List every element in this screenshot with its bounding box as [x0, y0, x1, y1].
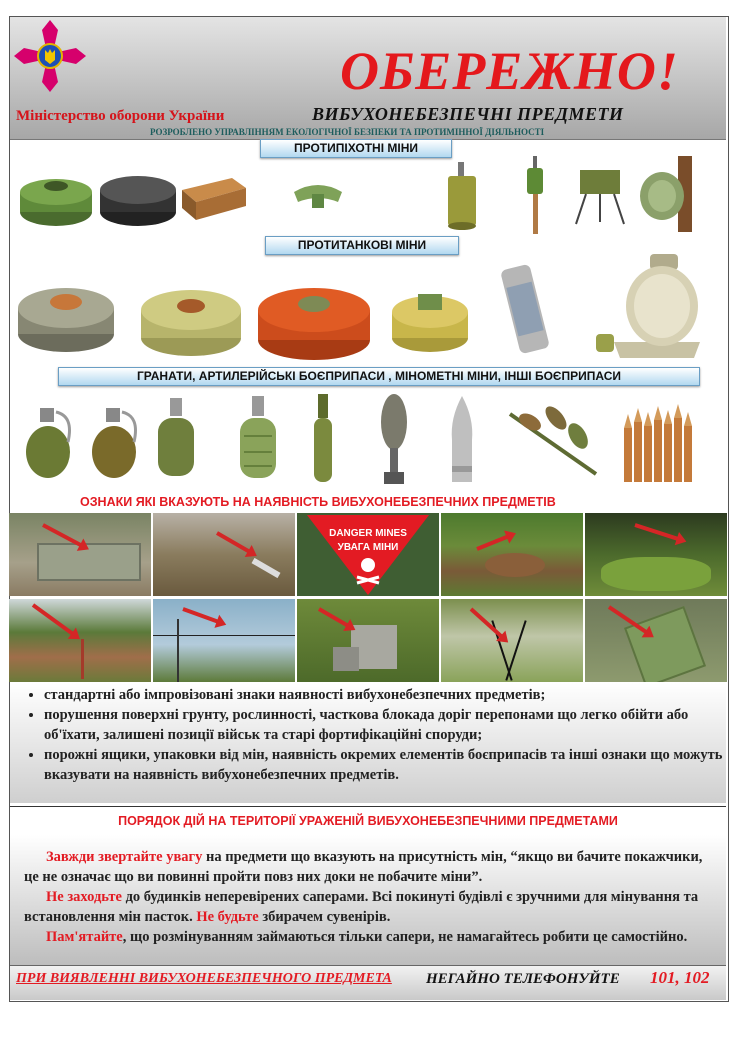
antipersonnel-mine-2: [96, 170, 180, 230]
rpg-rounds: [500, 404, 606, 482]
footer-call-text: НЕГАЙНО ТЕЛЕФОНУЙТЕ: [426, 971, 620, 987]
directional-mine: [636, 156, 696, 232]
rocket-mine-canister: [500, 264, 556, 356]
footer-discovery-text: ПРИ ВИЯВЛЕННІ ВИБУХОНЕБЕЗПЕЧНОГО ПРЕДМЕТА: [16, 971, 392, 986]
indicator-arrow: [216, 531, 253, 554]
procedure-paragraph-2: Не заходьте до будинків неперевірених саперами. Всі покинуті будівлі є зручними для мінування та встановлення мін пасток. Не будьте збирачем сувенірів.: [24, 889, 699, 925]
grenade-rg42: [234, 396, 286, 484]
indicator-arrow: [476, 534, 511, 551]
emergency-phone-numbers[interactable]: 101, 102: [650, 968, 710, 987]
grenade-f1-2: [88, 406, 144, 480]
section-grenades-ammunition: ГРАНАТИ, АРТИЛЕРІЙСЬКІ БОЄПРИПАСИ , МІНОМЕТНІ МІНИ, ІНШІ БОЄПРИПАСИ: [58, 367, 700, 386]
danger-sign-icon: [297, 513, 439, 596]
poster-subtitle: ВИБУХОНЕБЕЗПЕЧНІ ПРЕДМЕТИ: [312, 104, 624, 124]
grenade-f1-1: [22, 406, 78, 480]
photo-disturbed-ground: [441, 513, 583, 596]
emergency-footer: [10, 965, 726, 1000]
photo-danger-mines-sign: [297, 513, 439, 596]
indicator-arrow: [634, 523, 681, 542]
photo-ammo-box: [585, 599, 727, 682]
artillery-shell: [448, 396, 476, 484]
svg-text:УВАГА МІНИ: УВАГА МІНИ: [337, 542, 399, 553]
photo-field-stake: [9, 599, 151, 682]
list-item: • порушення поверхні грунту, рослинності, часткова блокада доріг перепонами що легко обійти або об'їхати, залишені позиції військ та старі фортифікаційні споруди;: [44, 705, 726, 745]
photo-bunker: [9, 513, 151, 596]
procedure-paragraph-1: Завжди звертайте увагу на предмети що вказують на присутність мін, “якщо ви бачите покажчики, це не означає що ви повинні пройти повз них доки не побачите міни”.: [24, 849, 703, 885]
bounding-mine: [444, 162, 480, 230]
indicator-arrow: [32, 603, 76, 637]
warning-signs-list: [10, 683, 726, 803]
claymore-mine: [572, 164, 628, 226]
procedure-heading-bar: [10, 806, 726, 836]
wooden-box-mine: [176, 174, 250, 224]
list-item: • стандартні або імпровізовані знаки наявності вибухонебезпечних предметів;: [44, 685, 726, 705]
antipersonnel-mine-1: [16, 172, 96, 228]
procedure-paragraph-3: Пам'ятайте, що розмінуванням займаються тільки сапери, не намагайтесь робити це самостійно.: [46, 929, 688, 945]
directional-antitank-mine: [590, 254, 714, 360]
poster-title: ОБЕРЕЖНО!: [340, 41, 679, 101]
antitank-mine-2: [136, 280, 246, 360]
ministry-name: Міністерство оборони України: [16, 108, 225, 124]
indicator-arrow: [470, 608, 505, 640]
photo-bushes: [585, 513, 727, 596]
signs-heading: ОЗНАКИ ЯКІ ВКАЗУЮТЬ НА НАЯВНІСТЬ ВИБУХОНЕБЕЗПЕЧНИХ ПРЕДМЕТІВ: [80, 495, 556, 509]
indicator-arrow: [318, 607, 351, 628]
ministry-emblem-icon: [14, 20, 86, 92]
list-item: • порожні ящики, упаковки від мін, наявність окремих елементів боєприпасів та інші ознаки що можуть вказувати на наявність вибухонебезпечних предметів.: [44, 745, 726, 785]
photo-tripwire: [153, 599, 295, 682]
procedure-heading: ПОРЯДОК ДІЙ НА ТЕРИТОРІЇ УРАЖЕНІЙ ВИБУХОНЕБЕЗПЕЧНИМИ ПРЕДМЕТАМИ: [118, 814, 618, 828]
small-arms-ammunition: [620, 404, 700, 484]
antitank-mine-4: [388, 286, 472, 358]
svg-text:DANGER MINES: DANGER MINES: [329, 528, 407, 539]
grenade-rgd: [152, 398, 204, 482]
photo-wire-stake: [441, 599, 583, 682]
procedure-text: [10, 835, 726, 965]
developer-note: РОЗРОБЛЕНО УПРАВЛІННЯМ ЕКОЛОГІЧНОЇ БЕЗПЕКИ ТА ПРОТИМІННОЇ ДІЯЛЬНОСТІ: [150, 127, 545, 137]
section-antipersonnel-mines: ПРОТИПІХОТНІ МІНИ: [260, 139, 452, 158]
rifle-grenade: [308, 394, 338, 486]
photo-field-object: [153, 513, 295, 596]
section-antitank-mines: ПРОТИТАНКОВІ МІНИ: [265, 236, 459, 255]
indicator-arrow: [182, 607, 221, 624]
photo-stacked-blocks: [297, 599, 439, 682]
mortar-mine: [378, 392, 410, 488]
butterfly-mine: [290, 182, 346, 210]
antitank-mine-1: [14, 278, 118, 358]
poster-header: [10, 17, 726, 140]
stake-mine: [520, 156, 550, 236]
antitank-mine-3: [254, 278, 374, 364]
